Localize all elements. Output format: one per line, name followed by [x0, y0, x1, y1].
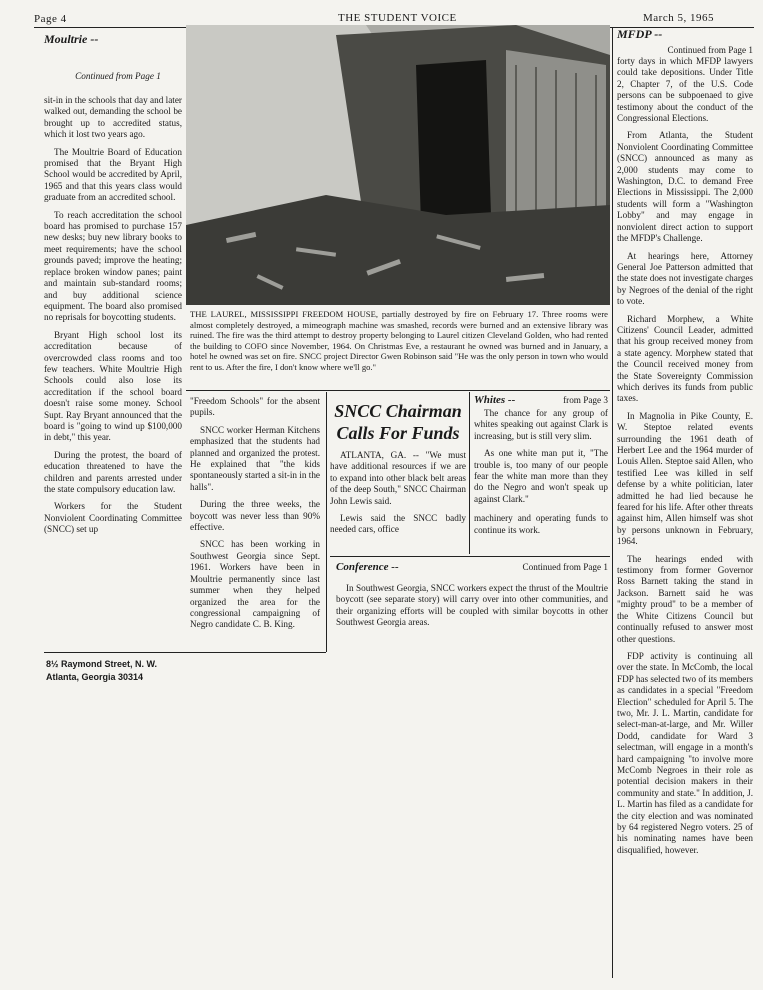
column-divider-2 — [469, 392, 470, 554]
whites-continued: from Page 3 — [563, 395, 608, 405]
whites-p1: The chance for any group of whites speaking out against Clark is increasing, but is still very slim. — [474, 408, 608, 441]
moultrie-p2: The Moultrie Board of Education promised that the Bryant High School would be accredited by April, 1965 and that this years class would graduate from an accredited school. — [44, 146, 182, 203]
moultrie-p4: Bryant High school lost its accreditation because of overcrowded class rooms and too few teachers. White Moultrie High Schools could also lose its accreditation if the school board doesn't raise some money. School Supt. Ray Bryant announced that the board is "going to wind up $100,000 in debt," this year. — [44, 329, 182, 443]
moultrie-cont-p1: "Freedom Schools" for the absent pupils. — [190, 396, 320, 418]
whites-p2: As one white man put it, "The trouble is, too many of our people fear the white man more than they do the Negro and won't speak up against Clark." — [474, 448, 608, 504]
conference-title: Conference -- — [336, 561, 399, 573]
sncc-p1: ATLANTA, GA. -- "We must have additional resources if we are to expand into other black belt areas of the deep South," SNCC Chairman John Lewis said. — [330, 450, 466, 506]
whites-p3: machinery and operating funds to continue its work. — [474, 513, 608, 535]
moultrie-continued-column — [190, 396, 320, 637]
address-line-1: 8½ Raymond Street, N. W. — [46, 659, 158, 669]
mfdp-p1: forty days in which MFDP lawyers could take depositions. Under Title 2, Chapter 7, of the U.S. Code persons can be subpoenaed to give testimony about the conduct of the Congressional Elections. — [617, 56, 753, 124]
mfdp-p5: In Magnolia in Pike County, E. W. Steptoe related events surrounding the 1961 death of Herbert Lee and the 1964 murder of Louis Allen. Steptoe said Allen, who testified Lee was killed in self defense by a white politician, later admitted he had lied because he feared for his life. After other threats against him, Allen himself was shot by persons unknown in February, 1964. — [617, 410, 753, 547]
mfdp-p6: The hearings ended with testimony from former Governor Ross Barnett taking the stand in Jackson. Barnett said he was "mighty proud" to be a member of the White Citizens Council but continually refused to answer most other questions. — [617, 553, 753, 644]
office-address — [46, 658, 157, 684]
column-divider-3 — [612, 28, 613, 978]
moultrie-bottom-rule — [44, 652, 326, 653]
photo-caption: THE LAUREL, MISSISSIPPI FREEDOM HOUSE, partially destroyed by fire on February 17. Three rooms were almost completely destroyed, a mimeograph machine was smashed, records were burned and an extensive library was ruined. The fire was the third attempt to destroy property belonging to Laurel citizen Cleveland Golden, who had rented the building to COFO since November, 1964. On Christmas Eve, a restaurant he owned was burned and in January, a hotel he owned was set on fire. SNCC project Director Gwen Robinson said "He was the only person in town who would rent to us. After the fire, I don't know where we'll go." — [190, 309, 608, 372]
conference-p1: In Southwest Georgia, SNCC workers expect the thrust of the Moultrie boycott (see separate story) will carry over into other communities, and their organizing efforts will be coupled with similar boycotts in other Southwest Georgia areas. — [336, 583, 608, 628]
moultrie-cont-p2: SNCC worker Herman Kitchens emphasized that the students had planned and organized the protest. He explained that "the kids spontaneously started a sit-in in the halls". — [190, 424, 320, 492]
moultrie-p5: During the protest, the board of education threatened to have the children and parents arrested under the state compulsory education law. — [44, 449, 182, 494]
address-line-2: Atlanta, Georgia 30314 — [46, 672, 144, 682]
moultrie-continued: Continued from Page 1 — [75, 71, 161, 81]
mfdp-article — [617, 27, 753, 862]
conference-article — [336, 561, 608, 635]
mfdp-p7: FDP activity is continuing all over the state. In McComb, the local FDP has selected two of its members as candidates in a special "Freedom Election" scheduled for April 5. The two, Mr. J. L. Martin, candidate for select-man-at-large, and Mr. Willer Dodd, candidate for Ward 3 selectman, will engage in a month's hard campaigning "to involve more McComb Negroes in their role as potential decision makers in their community and state." In addition, J. L. Martin has filed as a candidate for the city election and was nominated by 64 registered Negro voters. 25 of his nominating names have been disqualified, however. — [617, 650, 753, 855]
conference-continued: Continued from Page 1 — [522, 562, 608, 572]
moultrie-article — [44, 32, 182, 542]
mfdp-continued: Continued from Page 1 — [667, 45, 753, 55]
burned-house-image — [186, 25, 610, 305]
caption-rule — [186, 390, 610, 391]
moultrie-p3: To reach accreditation the school board has promised to purchase 157 new desks; buy new library books to meet requirements; have the school grounds paved; improve the heating; replace broken window panes; paint and maintain sub-standard rooms; and buy additional science equipment. The board also promised no reprisals for boycotting students. — [44, 209, 182, 323]
moultrie-p6: Workers for the Student Nonviolent Coordinating Committee (SNCC) set up — [44, 501, 182, 535]
freedom-house-photo — [186, 25, 610, 305]
sncc-headline-2: Calls For Funds — [336, 423, 460, 443]
conference-top-rule — [330, 556, 610, 557]
sncc-article — [330, 400, 466, 542]
moultrie-cont-p3: During the three weeks, the boycott was never less than 90% effective. — [190, 499, 320, 533]
moultrie-cont-p4: SNCC has been working in Southwest Georgia since Sept. 1961. Workers have been in Moultrie permanently since last summer when they helped organized the area for the congressional campaigning of Negro candidate C. B. King. — [190, 539, 320, 630]
mfdp-p4: Richard Morphew, a White Citizens' Council Leader, admitted that his group received money from a state agency. Morphew stated that the Council received money from the State Sovereignty Commission which derives its funds from public taxes. — [617, 313, 753, 404]
sncc-p2: Lewis said the SNCC badly needed cars, office — [330, 513, 466, 535]
page-label: Page 4 — [34, 13, 67, 25]
mfdp-p3: At hearings here, Attorney General Joe Patterson admitted that the state does not investigate charges by Negroes of the denial of the right to vote. — [617, 250, 753, 307]
issue-date: March 5, 1965 — [643, 12, 714, 24]
sncc-headline-1: SNCC Chairman — [334, 401, 462, 421]
column-divider-1 — [326, 392, 327, 652]
paper-name: THE STUDENT VOICE — [338, 12, 457, 24]
whites-title: Whites -- — [474, 394, 516, 406]
moultrie-p1: sit-in in the schools that day and later walked out, demanding the school be brought up to accredited status, which it lost two years ago. — [44, 95, 182, 140]
moultrie-title: Moultrie -- — [44, 32, 99, 46]
mfdp-title: MFDP -- — [617, 27, 663, 41]
mfdp-p2: From Atlanta, the Student Nonviolent Coordinating Committee (SNCC) announced as many as 2,000 students may come to Washington, D.C. to demand Free Elections in Mississippi. The 2,000 students will form a "Washington Lobby" and may engage in nonviolent direct action to support the MFDP's Challenge. — [617, 130, 753, 244]
whites-article — [474, 394, 608, 542]
